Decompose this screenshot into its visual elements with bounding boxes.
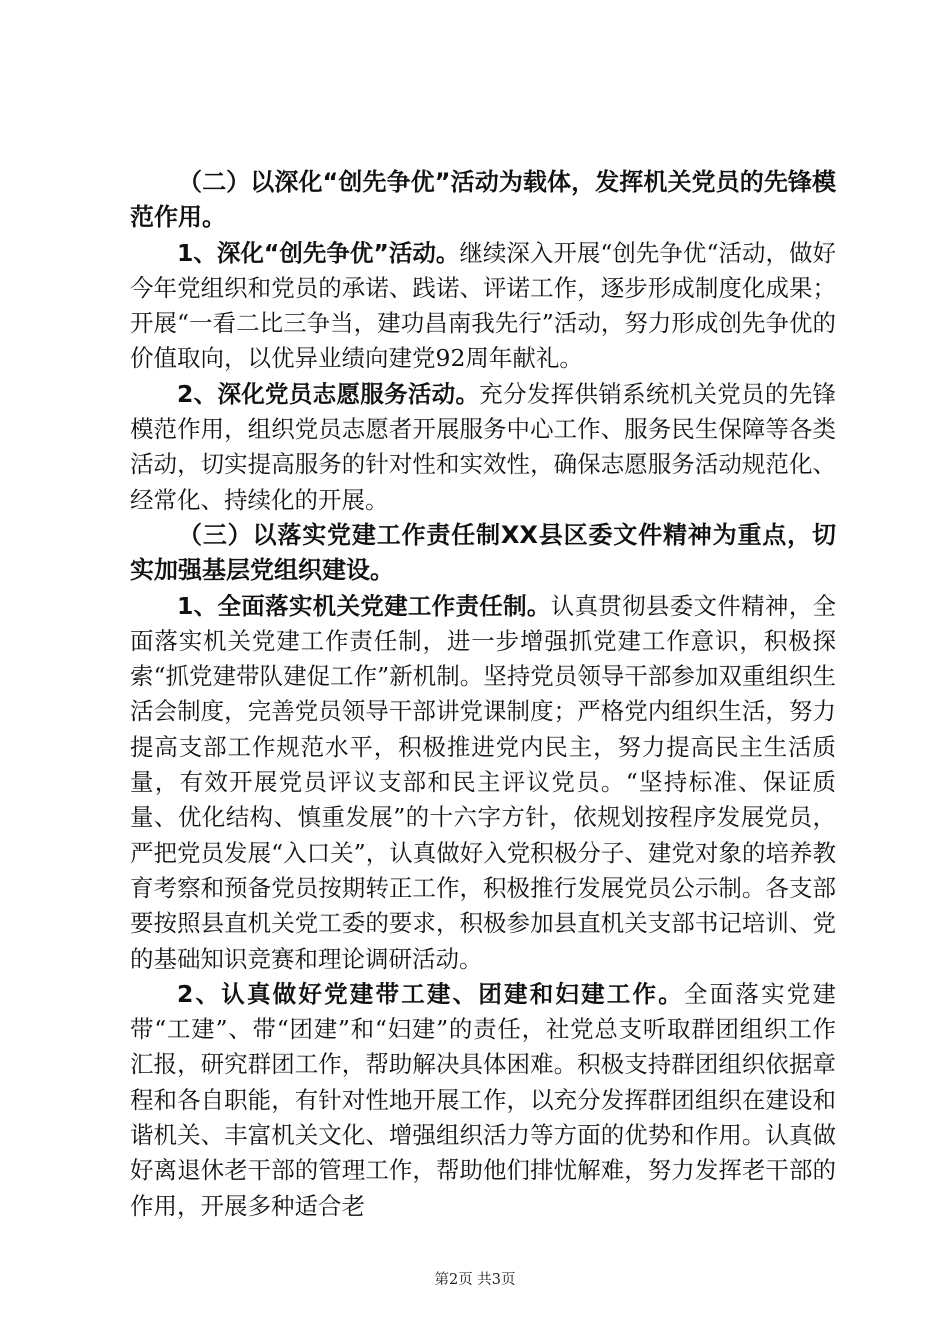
paragraph-3-1	[130, 589, 836, 977]
paragraph-text: 全面落实党建带“工建”、带“团建”和“妇建”的责任，社党总支听取群团组织工作汇报，研究群团工作，帮助解决具体困难。积极支持群团组织依据章程和各自职能，有针对性地开展工作，以充分发挥群团组织在建设和谐机关、丰富机关文化、增强组织活力等方面的优势和作用。认真做好离退休老干部的管理工作，帮助他们排忧解难，努力发挥老干部的作用，开展多种适合老	[130, 979, 836, 1220]
section-heading-3: （三）以落实党建工作责任制XX县区委文件精神为重点，切实加强基层党组织建设。	[130, 520, 836, 585]
section-heading-2: （二）以深化“创先争优”活动为载体，发挥机关党员的先锋模范作用。	[130, 168, 836, 232]
paragraph-2-2	[130, 377, 836, 518]
paragraph-3-2	[130, 977, 836, 1224]
paragraph-text: 认真贯彻县委文件精神，全面落实机关党建工作责任制，进一步增强抓党建工作意识，积极探索“抓党建带队建促工作”新机制。坚持党员领导干部参加双重组织生活会制度，完善党员领导干部讲党课制度；严格党内组织生活，努力提高支部工作规范水平，积极推进党内民主，努力提高民主生活质量，有效开展党员评议支部和民主评议党员。“坚持标准、保证质量、优化结构、慎重发展”的十六字方针，依规划按程序发展党员，严把党员发展“入口关”，认真做好入党积极分子、建党对象的培养教育考察和预备党员按期转正工作，积极推行发展党员公示制。各支部要按照县直机关党工委的要求，积极参加县直机关支部书记培训、党的基础知识竞赛和理论调研活动。	[130, 591, 837, 973]
paragraph-text: 继续深入开展“创先争优“活动，做好今年党组织和党员的承诺、践诺、评诺工作，逐步形成制度化成果；开展“一看二比三争当，建功昌南我先行”活动，努力形成创先争优的价值取向，以优异业绩向建党92周年献礼。	[130, 238, 836, 373]
paragraph-title: 2、认真做好党建带工建、团建和妇建工作。	[177, 979, 684, 1008]
page-footer: 第2页 共3页	[434, 1272, 516, 1288]
document-body	[130, 165, 836, 1224]
paragraph-title: 1、深化“创先争优”活动。	[177, 238, 460, 267]
paragraph-title: 1、全面落实机关党建工作责任制。	[177, 591, 551, 620]
paragraph-text: 充分发挥供销系统机关党员的先锋模范作用，组织党员志愿者开展服务中心工作、服务民生保障等各类活动，切实提高服务的针对性和实效性，确保志愿服务活动规范化、经常化、持续化的开展。	[130, 379, 837, 514]
paragraph-title: 2、深化党员志愿服务活动。	[177, 379, 480, 408]
paragraph-2-1	[130, 236, 836, 377]
